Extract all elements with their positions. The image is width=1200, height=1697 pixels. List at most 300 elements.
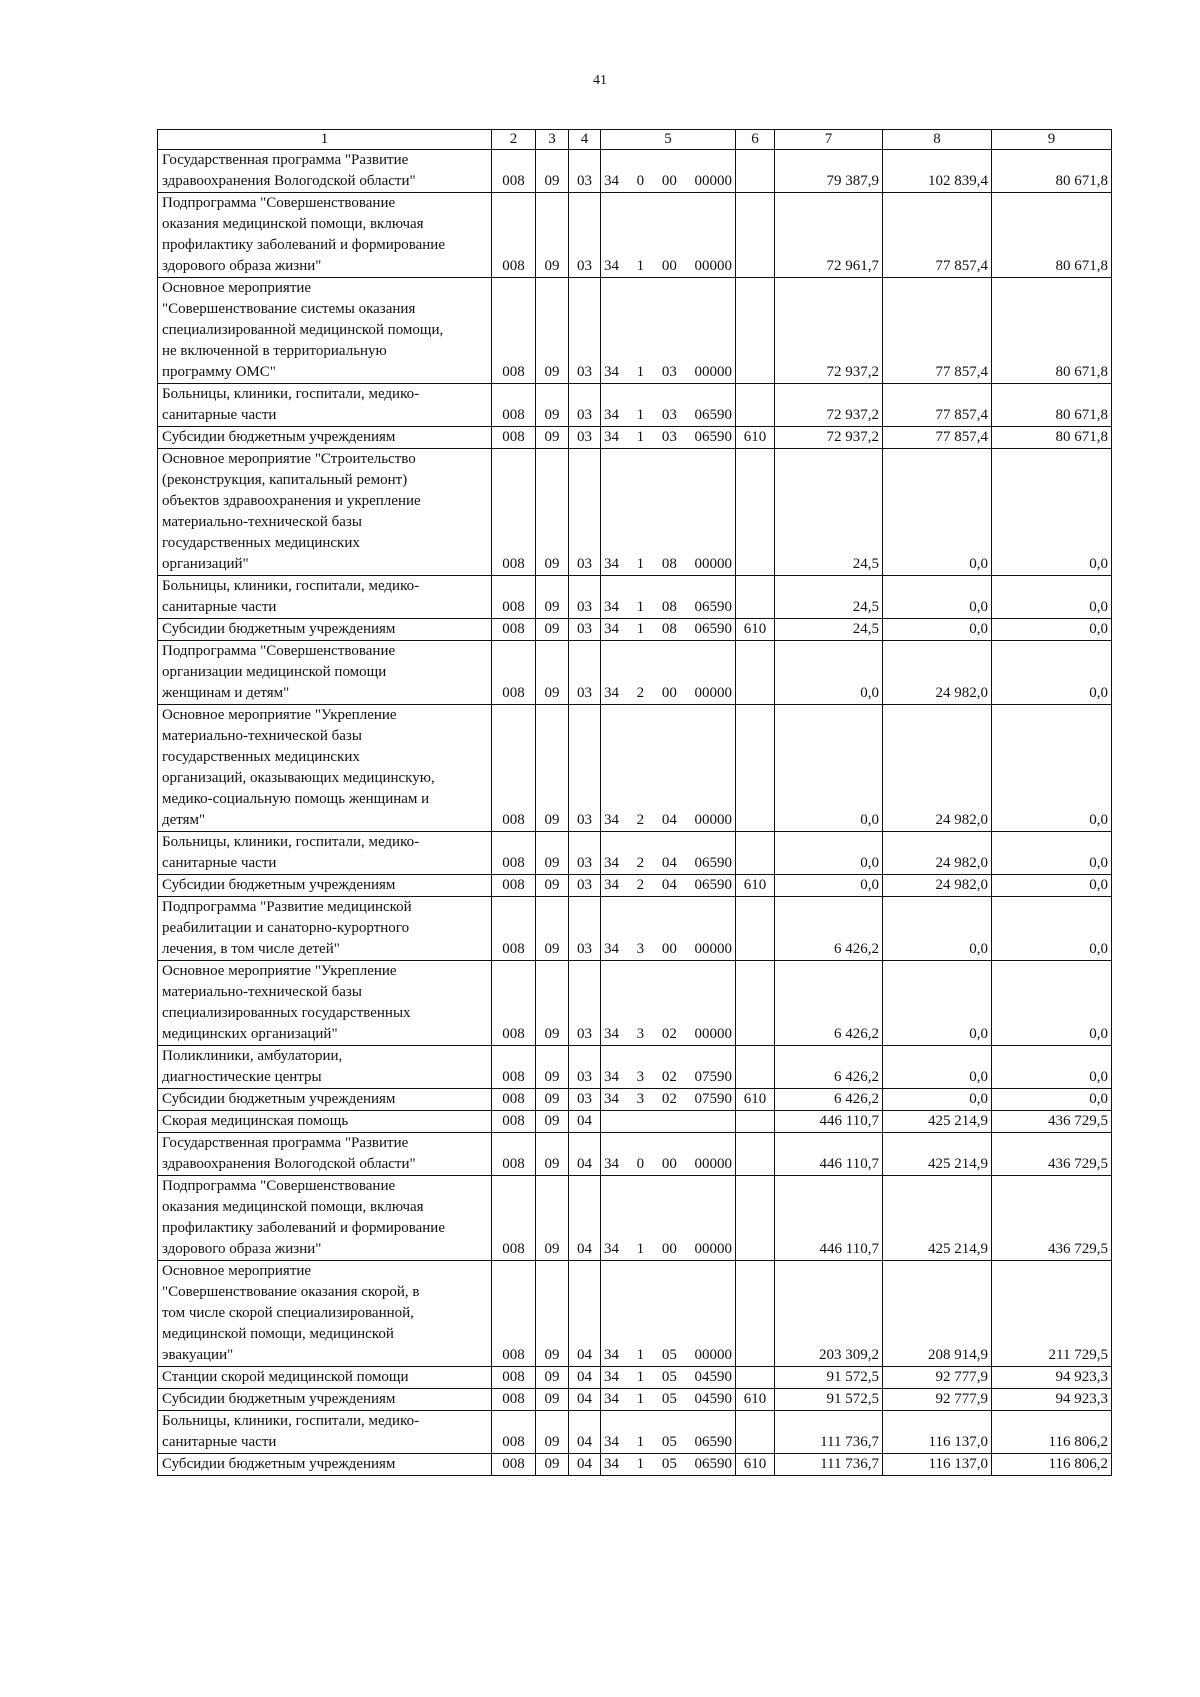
target-article-part: 3 <box>636 1091 645 1107</box>
amount-year-2-cell: 0,0 <box>883 449 992 576</box>
section-code-cell: 09 <box>536 705 569 832</box>
amount-year-1-cell: 446 110,7 <box>775 1133 883 1176</box>
target-article-part: 34 <box>604 258 619 274</box>
expense-type-cell <box>736 1261 775 1367</box>
row-name-cell: Субсидии бюджетным учреждениям <box>158 619 492 641</box>
target-article-cell <box>601 897 736 961</box>
section-code-cell: 09 <box>536 897 569 961</box>
section-code-cell: 09 <box>536 1389 569 1411</box>
ministry-code-cell: 008 <box>492 1089 536 1111</box>
expense-type-cell <box>736 150 775 193</box>
target-article-part: 1 <box>636 556 645 572</box>
target-article-part: 03 <box>661 429 677 445</box>
ministry-code-cell: 008 <box>492 875 536 897</box>
target-article-part: 1 <box>636 1391 645 1407</box>
table-row <box>158 1111 1112 1133</box>
row-name-cell: Субсидии бюджетным учреждениям <box>158 875 492 897</box>
target-article-part: 34 <box>604 1091 619 1107</box>
target-article-part: 34 <box>604 855 619 871</box>
ministry-code-cell: 008 <box>492 961 536 1046</box>
amount-year-1-cell: 24,5 <box>775 449 883 576</box>
amount-year-3-cell: 0,0 <box>992 832 1112 875</box>
target-article-part: 00000 <box>694 1156 732 1172</box>
target-article-cell <box>601 1133 736 1176</box>
target-article-part: 06590 <box>694 877 732 893</box>
ministry-code-cell: 008 <box>492 1111 536 1133</box>
row-name-cell: Станции скорой медицинской помощи <box>158 1367 492 1389</box>
amount-year-3-cell: 0,0 <box>992 875 1112 897</box>
expense-type-cell <box>736 1411 775 1454</box>
target-article-part: 06590 <box>694 1456 732 1472</box>
target-article-part: 34 <box>604 685 619 701</box>
target-article-cell <box>601 193 736 278</box>
expense-type-cell <box>736 193 775 278</box>
row-name-cell: Основное мероприятие "Укрепление материально-технической базы государственных медицинских организаций, оказывающих медицинскую, медико-социальную помощь женщинам и детям" <box>158 705 492 832</box>
section-code-cell: 09 <box>536 1133 569 1176</box>
target-article-part: 08 <box>661 599 677 615</box>
subsection-code-cell: 03 <box>569 278 601 384</box>
target-article-part: 34 <box>604 1347 619 1363</box>
row-name-cell: Подпрограмма "Совершенствование организации медицинской помощи женщинам и детям" <box>158 641 492 705</box>
row-name-cell: Больницы, клиники, госпитали, медико- санитарные части <box>158 832 492 875</box>
amount-year-2-cell: 0,0 <box>883 897 992 961</box>
target-article-part: 3 <box>636 1026 645 1042</box>
subsection-code-cell: 04 <box>569 1261 601 1367</box>
target-article-part: 1 <box>636 1456 645 1472</box>
amount-year-2-cell: 77 857,4 <box>883 193 992 278</box>
ministry-code-cell: 008 <box>492 619 536 641</box>
row-name-cell: Основное мероприятие "Строительство (реконструкция, капитальный ремонт) объектов здравоохранения и укрепление материально-технической базы государственных медицинских организаций" <box>158 449 492 576</box>
target-article-part: 1 <box>636 1369 645 1385</box>
target-article-part: 06590 <box>694 407 732 423</box>
expense-type-cell: 610 <box>736 619 775 641</box>
table-row <box>158 832 1112 875</box>
subsection-code-cell: 03 <box>569 193 601 278</box>
amount-year-3-cell: 0,0 <box>992 1089 1112 1111</box>
subsection-code-cell: 03 <box>569 1089 601 1111</box>
ministry-code-cell: 008 <box>492 897 536 961</box>
subsection-code-cell: 03 <box>569 449 601 576</box>
target-article-part: 00000 <box>694 1347 732 1363</box>
row-name-cell: Больницы, клиники, госпитали, медико- санитарные части <box>158 1411 492 1454</box>
amount-year-1-cell: 91 572,5 <box>775 1367 883 1389</box>
header-cell: 1 <box>158 130 492 150</box>
subsection-code-cell: 03 <box>569 832 601 875</box>
amount-year-2-cell: 425 214,9 <box>883 1176 992 1261</box>
ministry-code-cell: 008 <box>492 576 536 619</box>
amount-year-3-cell: 0,0 <box>992 1046 1112 1089</box>
amount-year-3-cell: 80 671,8 <box>992 384 1112 427</box>
amount-year-2-cell: 24 982,0 <box>883 875 992 897</box>
expense-type-cell <box>736 705 775 832</box>
target-article-part: 04590 <box>694 1391 732 1407</box>
target-article-cell <box>601 641 736 705</box>
target-article-part: 34 <box>604 429 619 445</box>
target-article-part: 2 <box>636 877 645 893</box>
target-article-part: 1 <box>636 599 645 615</box>
target-article-cell <box>601 1176 736 1261</box>
subsection-code-cell: 03 <box>569 576 601 619</box>
amount-year-2-cell: 0,0 <box>883 961 992 1046</box>
target-article-part: 1 <box>636 1434 645 1450</box>
target-article-part: 34 <box>604 556 619 572</box>
section-code-cell: 09 <box>536 961 569 1046</box>
section-code-cell: 09 <box>536 832 569 875</box>
amount-year-2-cell: 0,0 <box>883 619 992 641</box>
target-article-part: 34 <box>604 1456 619 1472</box>
amount-year-3-cell: 0,0 <box>992 576 1112 619</box>
amount-year-3-cell: 0,0 <box>992 897 1112 961</box>
target-article-part: 08 <box>661 556 677 572</box>
expense-type-cell <box>736 1111 775 1133</box>
row-name-cell: Больницы, клиники, госпитали, медико- санитарные части <box>158 576 492 619</box>
section-code-cell: 09 <box>536 449 569 576</box>
table-row <box>158 384 1112 427</box>
amount-year-3-cell: 94 923,3 <box>992 1389 1112 1411</box>
section-code-cell: 09 <box>536 1111 569 1133</box>
target-article-part: 00000 <box>694 258 732 274</box>
row-name-cell: Субсидии бюджетным учреждениям <box>158 1089 492 1111</box>
table-row <box>158 1089 1112 1111</box>
amount-year-1-cell: 0,0 <box>775 832 883 875</box>
expense-type-cell: 610 <box>736 1089 775 1111</box>
amount-year-3-cell: 80 671,8 <box>992 278 1112 384</box>
table-row <box>158 875 1112 897</box>
section-code-cell: 09 <box>536 1367 569 1389</box>
target-article-part: 34 <box>604 1026 619 1042</box>
amount-year-2-cell: 425 214,9 <box>883 1111 992 1133</box>
amount-year-2-cell: 208 914,9 <box>883 1261 992 1367</box>
amount-year-3-cell: 211 729,5 <box>992 1261 1112 1367</box>
subsection-code-cell: 04 <box>569 1454 601 1476</box>
row-name-cell: Поликлиники, амбулатории, диагностические центры <box>158 1046 492 1089</box>
section-code-cell: 09 <box>536 1411 569 1454</box>
target-article-part: 03 <box>661 364 677 380</box>
row-name-cell: Больницы, клиники, госпитали, медико- санитарные части <box>158 384 492 427</box>
section-code-cell: 09 <box>536 875 569 897</box>
amount-year-2-cell: 92 777,9 <box>883 1367 992 1389</box>
expense-type-cell <box>736 832 775 875</box>
amount-year-3-cell: 94 923,3 <box>992 1367 1112 1389</box>
target-article-cell <box>601 427 736 449</box>
row-name-cell: Субсидии бюджетным учреждениям <box>158 427 492 449</box>
target-article-part: 02 <box>661 1026 677 1042</box>
subsection-code-cell: 03 <box>569 897 601 961</box>
expense-type-cell <box>736 1176 775 1261</box>
amount-year-1-cell: 203 309,2 <box>775 1261 883 1367</box>
subsection-code-cell: 04 <box>569 1133 601 1176</box>
row-name-cell: Государственная программа "Развитие здравоохранения Вологодской области" <box>158 150 492 193</box>
target-article-part: 06590 <box>694 855 732 871</box>
subsection-code-cell: 03 <box>569 705 601 832</box>
target-article-part: 2 <box>636 855 645 871</box>
target-article-cell <box>601 384 736 427</box>
header-cell: 5 <box>601 130 736 150</box>
target-article-part: 00000 <box>694 1241 732 1257</box>
target-article-part: 34 <box>604 173 619 189</box>
target-article-part: 34 <box>604 1391 619 1407</box>
target-article-part: 00000 <box>694 941 732 957</box>
section-code-cell: 09 <box>536 384 569 427</box>
ministry-code-cell: 008 <box>492 384 536 427</box>
subsection-code-cell: 03 <box>569 619 601 641</box>
target-article-cell <box>601 150 736 193</box>
ministry-code-cell: 008 <box>492 1176 536 1261</box>
target-article-part: 05 <box>661 1369 677 1385</box>
section-code-cell: 09 <box>536 150 569 193</box>
target-article-part: 00 <box>661 1156 677 1172</box>
row-name-cell: Скорая медицинская помощь <box>158 1111 492 1133</box>
amount-year-3-cell: 80 671,8 <box>992 427 1112 449</box>
expense-type-cell: 610 <box>736 1389 775 1411</box>
target-article-part: 00 <box>661 173 677 189</box>
amount-year-1-cell: 0,0 <box>775 705 883 832</box>
expense-type-cell <box>736 641 775 705</box>
subsection-code-cell: 03 <box>569 1046 601 1089</box>
amount-year-1-cell: 79 387,9 <box>775 150 883 193</box>
amount-year-1-cell: 72 937,2 <box>775 384 883 427</box>
target-article-part: 00000 <box>694 364 732 380</box>
amount-year-2-cell: 24 982,0 <box>883 641 992 705</box>
table-row <box>158 961 1112 1046</box>
section-code-cell: 09 <box>536 193 569 278</box>
amount-year-2-cell: 92 777,9 <box>883 1389 992 1411</box>
amount-year-1-cell: 6 426,2 <box>775 961 883 1046</box>
table-row <box>158 641 1112 705</box>
row-name-cell: Подпрограмма "Развитие медицинской реабилитации и санаторно-курортного лечения, в том числе детей" <box>158 897 492 961</box>
subsection-code-cell: 03 <box>569 384 601 427</box>
subsection-code-cell: 04 <box>569 1389 601 1411</box>
section-code-cell: 09 <box>536 427 569 449</box>
subsection-code-cell: 03 <box>569 961 601 1046</box>
row-name-cell: Основное мероприятие "Укрепление материально-технической базы специализированных государственных медицинских организаций" <box>158 961 492 1046</box>
amount-year-3-cell: 0,0 <box>992 961 1112 1046</box>
ministry-code-cell: 008 <box>492 449 536 576</box>
target-article-cell <box>601 1367 736 1389</box>
row-name-cell: Подпрограмма "Совершенствование оказания медицинской помощи, включая профилактику заболеваний и формирование здорового образа жизни" <box>158 193 492 278</box>
table-row <box>158 705 1112 832</box>
ministry-code-cell: 008 <box>492 1411 536 1454</box>
target-article-part: 06590 <box>694 1434 732 1450</box>
subsection-code-cell: 04 <box>569 1411 601 1454</box>
amount-year-3-cell: 0,0 <box>992 619 1112 641</box>
expense-type-cell <box>736 961 775 1046</box>
target-article-part: 0 <box>636 1156 645 1172</box>
ministry-code-cell: 008 <box>492 1046 536 1089</box>
amount-year-2-cell: 0,0 <box>883 1089 992 1111</box>
target-article-part: 1 <box>636 258 645 274</box>
target-article-cell <box>601 1111 736 1133</box>
amount-year-1-cell: 6 426,2 <box>775 897 883 961</box>
target-article-part: 06590 <box>694 599 732 615</box>
amount-year-1-cell: 72 961,7 <box>775 193 883 278</box>
budget-table <box>157 129 1112 1476</box>
table-row <box>158 1411 1112 1454</box>
header-cell: 7 <box>775 130 883 150</box>
ministry-code-cell: 008 <box>492 1133 536 1176</box>
expense-type-cell <box>736 897 775 961</box>
header-cell: 2 <box>492 130 536 150</box>
table-row <box>158 193 1112 278</box>
row-name-cell: Государственная программа "Развитие здравоохранения Вологодской области" <box>158 1133 492 1176</box>
amount-year-3-cell: 0,0 <box>992 641 1112 705</box>
expense-type-cell <box>736 576 775 619</box>
table-row <box>158 619 1112 641</box>
header-cell: 9 <box>992 130 1112 150</box>
header-cell: 3 <box>536 130 569 150</box>
target-article-part: 02 <box>661 1069 677 1085</box>
table-row <box>158 1367 1112 1389</box>
table-row <box>158 576 1112 619</box>
amount-year-3-cell: 436 729,5 <box>992 1176 1112 1261</box>
target-article-part: 34 <box>604 1156 619 1172</box>
ministry-code-cell: 008 <box>492 1367 536 1389</box>
row-name-cell: Основное мероприятие "Совершенствование оказания скорой, в том числе скорой специализированной, медицинской помощи, медицинской эвакуации" <box>158 1261 492 1367</box>
target-article-cell <box>601 576 736 619</box>
target-article-part: 00 <box>661 685 677 701</box>
ministry-code-cell: 008 <box>492 1389 536 1411</box>
amount-year-3-cell: 0,0 <box>992 705 1112 832</box>
amount-year-3-cell: 116 806,2 <box>992 1454 1112 1476</box>
amount-year-2-cell: 77 857,4 <box>883 278 992 384</box>
target-article-part: 3 <box>636 1069 645 1085</box>
target-article-part: 1 <box>636 429 645 445</box>
amount-year-1-cell: 72 937,2 <box>775 278 883 384</box>
table-row <box>158 1389 1112 1411</box>
amount-year-2-cell: 116 137,0 <box>883 1454 992 1476</box>
ministry-code-cell: 008 <box>492 427 536 449</box>
ministry-code-cell: 008 <box>492 150 536 193</box>
target-article-part: 1 <box>636 364 645 380</box>
target-article-part: 34 <box>604 812 619 828</box>
amount-year-2-cell: 116 137,0 <box>883 1411 992 1454</box>
target-article-part: 1 <box>636 621 645 637</box>
amount-year-3-cell: 436 729,5 <box>992 1133 1112 1176</box>
ministry-code-cell: 008 <box>492 832 536 875</box>
amount-year-1-cell: 446 110,7 <box>775 1111 883 1133</box>
target-article-cell <box>601 619 736 641</box>
target-article-part: 34 <box>604 599 619 615</box>
target-article-part: 05 <box>661 1456 677 1472</box>
subsection-code-cell: 04 <box>569 1176 601 1261</box>
target-article-part: 1 <box>636 1347 645 1363</box>
ministry-code-cell: 008 <box>492 641 536 705</box>
subsection-code-cell: 04 <box>569 1111 601 1133</box>
amount-year-2-cell: 77 857,4 <box>883 427 992 449</box>
amount-year-1-cell: 24,5 <box>775 619 883 641</box>
row-name-cell: Субсидии бюджетным учреждениям <box>158 1389 492 1411</box>
target-article-part: 34 <box>604 877 619 893</box>
amount-year-2-cell: 425 214,9 <box>883 1133 992 1176</box>
section-code-cell: 09 <box>536 576 569 619</box>
section-code-cell: 09 <box>536 1454 569 1476</box>
section-code-cell: 09 <box>536 1261 569 1367</box>
target-article-cell <box>601 705 736 832</box>
amount-year-1-cell: 111 736,7 <box>775 1454 883 1476</box>
target-article-part: 1 <box>636 1241 645 1257</box>
amount-year-2-cell: 24 982,0 <box>883 705 992 832</box>
target-article-part: 34 <box>604 407 619 423</box>
amount-year-2-cell: 24 982,0 <box>883 832 992 875</box>
target-article-cell <box>601 1046 736 1089</box>
expense-type-cell <box>736 1133 775 1176</box>
amount-year-1-cell: 24,5 <box>775 576 883 619</box>
target-article-part: 05 <box>661 1391 677 1407</box>
header-row <box>158 130 1112 150</box>
table-row <box>158 150 1112 193</box>
amount-year-1-cell: 111 736,7 <box>775 1411 883 1454</box>
target-article-part: 00 <box>661 1241 677 1257</box>
target-article-part: 02 <box>661 1091 677 1107</box>
table-row <box>158 1133 1112 1176</box>
target-article-part: 34 <box>604 1369 619 1385</box>
amount-year-2-cell: 102 839,4 <box>883 150 992 193</box>
target-article-part: 00000 <box>694 173 732 189</box>
ministry-code-cell: 008 <box>492 705 536 832</box>
ministry-code-cell: 008 <box>492 193 536 278</box>
amount-year-2-cell: 77 857,4 <box>883 384 992 427</box>
target-article-part: 04590 <box>694 1369 732 1385</box>
page-number: 41 <box>593 73 607 88</box>
subsection-code-cell: 03 <box>569 641 601 705</box>
amount-year-1-cell: 72 937,2 <box>775 427 883 449</box>
amount-year-3-cell: 116 806,2 <box>992 1411 1112 1454</box>
expense-type-cell <box>736 384 775 427</box>
target-article-part: 04 <box>661 855 677 871</box>
header-cell: 4 <box>569 130 601 150</box>
table-row <box>158 427 1112 449</box>
target-article-part: 00 <box>661 258 677 274</box>
target-article-cell <box>601 875 736 897</box>
target-article-cell <box>601 449 736 576</box>
target-article-part: 00000 <box>694 556 732 572</box>
amount-year-2-cell: 0,0 <box>883 576 992 619</box>
header-cell: 8 <box>883 130 992 150</box>
expense-type-cell: 610 <box>736 1454 775 1476</box>
table-row <box>158 278 1112 384</box>
target-article-part: 07590 <box>694 1069 732 1085</box>
target-article-part: 34 <box>604 1241 619 1257</box>
table-row <box>158 449 1112 576</box>
table-row <box>158 1261 1112 1367</box>
expense-type-cell: 610 <box>736 427 775 449</box>
target-article-part: 34 <box>604 941 619 957</box>
header-cell: 6 <box>736 130 775 150</box>
target-article-part: 08 <box>661 621 677 637</box>
amount-year-1-cell: 0,0 <box>775 875 883 897</box>
target-article-part: 06590 <box>694 621 732 637</box>
target-article-part: 34 <box>604 1069 619 1085</box>
subsection-code-cell: 04 <box>569 1367 601 1389</box>
target-article-part: 0 <box>636 173 645 189</box>
target-article-part: 34 <box>604 621 619 637</box>
section-code-cell: 09 <box>536 278 569 384</box>
target-article-cell <box>601 1261 736 1367</box>
target-article-cell <box>601 278 736 384</box>
target-article-part: 34 <box>604 364 619 380</box>
section-code-cell: 09 <box>536 1046 569 1089</box>
target-article-part: 2 <box>636 812 645 828</box>
target-article-cell <box>601 832 736 875</box>
target-article-cell <box>601 1411 736 1454</box>
table-row <box>158 1176 1112 1261</box>
row-name-cell: Подпрограмма "Совершенствование оказания медицинской помощи, включая профилактику заболеваний и формирование здорового образа жизни" <box>158 1176 492 1261</box>
target-article-part: 2 <box>636 685 645 701</box>
section-code-cell: 09 <box>536 641 569 705</box>
target-article-part: 05 <box>661 1347 677 1363</box>
subsection-code-cell: 03 <box>569 150 601 193</box>
section-code-cell: 09 <box>536 1089 569 1111</box>
